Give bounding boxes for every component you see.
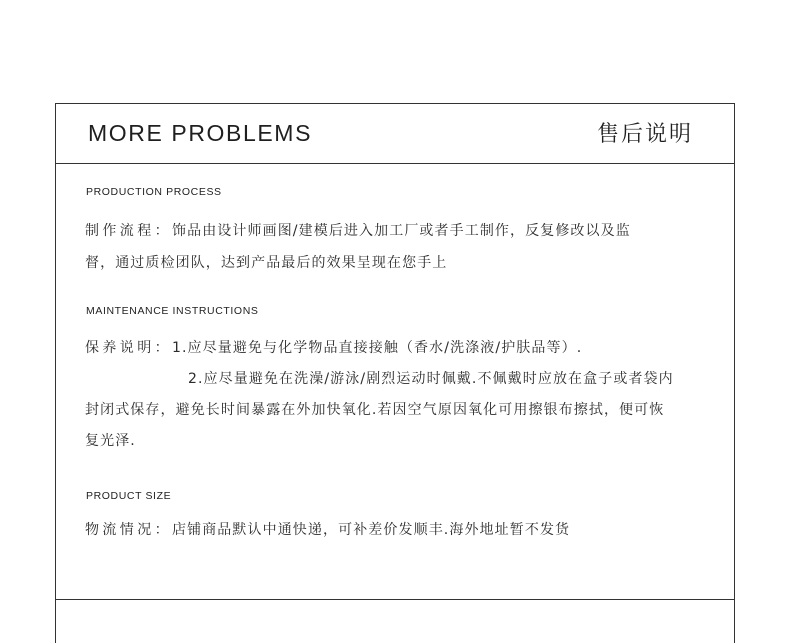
page-title-en: MORE PROBLEMS (88, 120, 313, 146)
logistics-text-1: 店铺商品默认中通快递，可补差价发顺丰.海外地址暂不发货 (172, 522, 571, 538)
maintenance-line-1 (85, 337, 582, 357)
production-process-label: 制作流程： (85, 223, 172, 239)
page-title-cn: 售后说明 (597, 122, 694, 147)
production-process-line-2: 督，通过质检团队，达到产品最后的效果呈现在您手上 (85, 255, 448, 271)
logistics-line-1 (85, 519, 570, 539)
maintenance-text-1: 1.应尽量避免与化学物品直接接触（香水/洗涤液/护肤品等）. (172, 340, 583, 356)
production-process-text-1: 饰品由设计师画图/建模后进入加工厂或者手工制作，反复修改以及监 (172, 223, 631, 239)
bottom-divider (55, 599, 735, 600)
maintenance-label: 保养说明： (85, 340, 172, 356)
header-divider (55, 163, 735, 164)
maintenance-line-3: 封闭式保存，避免长时间暴露在外加快氧化.若因空气原因氧化可用擦银布擦拭，便可恢 (85, 402, 665, 418)
production-process-line-1 (85, 220, 631, 240)
maintenance-heading: MAINTENANCE INSTRUCTIONS (86, 305, 259, 317)
maintenance-line-4: 复光泽. (85, 433, 136, 449)
product-size-heading: PRODUCT SIZE (86, 490, 172, 502)
logistics-label: 物流情况： (85, 522, 172, 538)
production-process-heading: PRODUCTION PROCESS (86, 186, 222, 198)
maintenance-line-2: 2.应尽量避免在洗澡/游泳/剧烈运动时佩戴.不佩戴时应放在盒子或者袋内 (188, 371, 674, 387)
